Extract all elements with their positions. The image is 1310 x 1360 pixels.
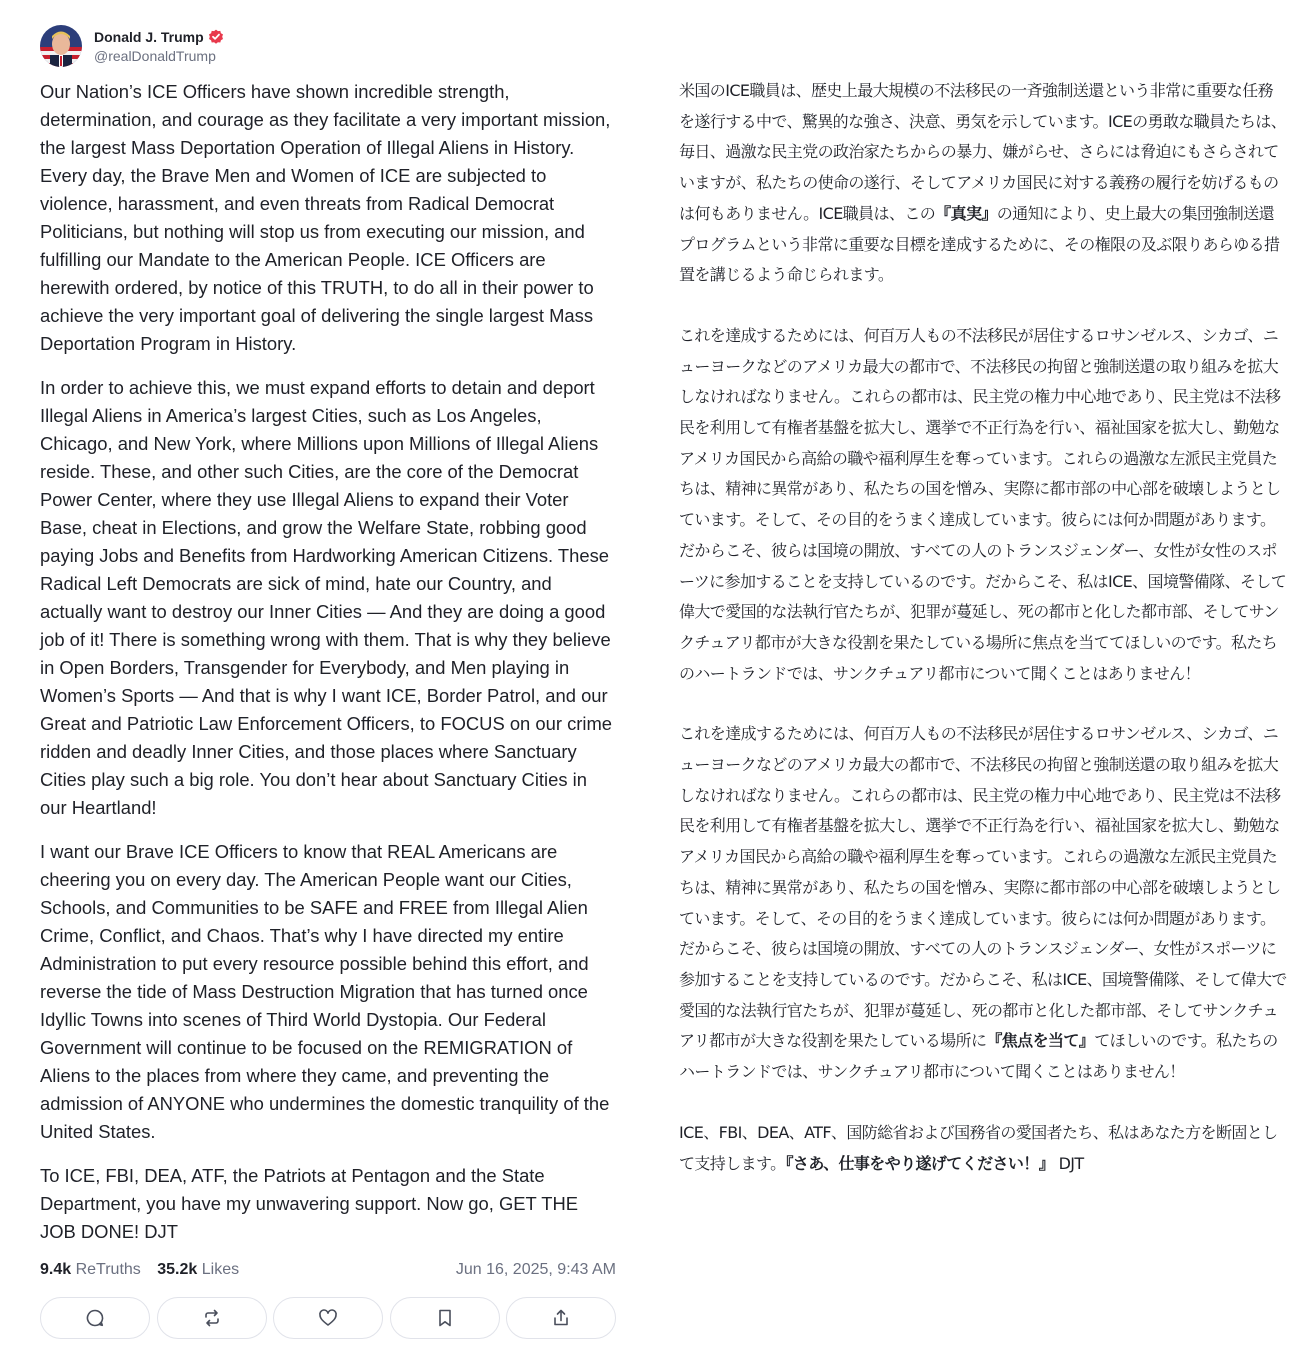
- post-timestamp[interactable]: Jun 16, 2025, 9:43 AM: [455, 1261, 616, 1278]
- translation-text: DJT: [1054, 1153, 1084, 1173]
- bookmark-icon: [435, 1308, 455, 1328]
- display-name[interactable]: Donald J. Trump: [94, 28, 204, 45]
- like-button[interactable]: [273, 1297, 383, 1339]
- post-stats: [40, 1258, 616, 1282]
- translation-text: の通知により、史上最大の集団強制送還プログラムという非常に重要な目標を達成するために、その権限の及ぶ限りあらゆる措置を講じるよう命じられます。: [679, 203, 1280, 285]
- likes-count[interactable]: 35.2k: [157, 1261, 198, 1278]
- translation-paragraph: [679, 1118, 1287, 1179]
- truth-post: [40, 24, 616, 1339]
- avatar[interactable]: [40, 25, 82, 67]
- translation-paragraph: これを達成するためには、何百万人もの不法移民が居住するロサンゼルス、シカゴ、ニューヨークなどのアメリカ最大の都市で、不法移民の拘留と強制送還の取り組みを拡大しなければなりません。これらの都市は、民主党の権力中心地であり、民主党は不法移民を利用して有権者基盤を拡大し、選挙で不正行為を行い、福祉国家を拡大し、勤勉なアメリカ国民から高給の職や福利厚生を奪っています。これらの過激な左派民主党員たちは、精神に異常があり、私たちの国を憎み、実際に都市部の中心部を破壊しようとしています。そして、その目的をうまく達成しています。彼らには何か問題があります。だからこそ、彼らは国境の開放、すべての人のトランスジェンダー、女性が女性のスポーツに参加することを支持しているのです。だからこそ、私はICE、国境警備隊、そして偉大で愛国的な法執行官たちが、犯罪が蔓延し、死の都市と化した都市部、そしてサンクチュアリ都市が大きな役割を果たしている場所に焦点を当ててほしいのです。私たちのハートランドでは、サンクチュアリ都市について聞くことはありません！: [679, 325, 1287, 683]
- reply-button[interactable]: [40, 1297, 150, 1339]
- post-paragraph: I want our Brave ICE Officers to know that REAL Americans are cheering you on every day. The American People want our Cities, Schools, and Communities to be SAFE and FREE from Illegal Alien Crime, Conflict, and Chaos. That’s why I have directed my entire Administration to put every resource possible behind this effort, and reverse the tide of Mass Destruction Migration that has turned once Idyllic Towns into scenes of Third World Dystopia. Our Federal Government will continue to be focused on the REMIGRATION of Aliens to the places from where they came, and preventing the admission of ANYONE who undermines the domestic tranquility of the United States.: [40, 841, 610, 1142]
- author-handle[interactable]: @realDonaldTrump: [94, 47, 216, 64]
- like-icon: [318, 1308, 338, 1328]
- display-name-row: [94, 29, 224, 45]
- verified-badge-icon: [208, 29, 224, 45]
- author-names: [94, 29, 224, 64]
- post-paragraph: Our Nation’s ICE Officers have shown incredible strength, determination, and courage as they facilitate a very important mission, the largest Mass Deportation Operation of Illegal Aliens in History. Every day, the Brave Men and Women of ICE are subjected to violence, harassment, and even threats from Radical Democrat Politicians, but nothing will stop us from executing our mission, and fulfilling our Mandate to the American People. ICE Officers are herewith ordered, by notice of this TRUTH, to do all in their power to achieve the very important goal of delivering the single largest Mass Deportation Program in History.: [40, 81, 611, 354]
- avatar-image: [40, 25, 82, 67]
- bookmark-button[interactable]: [390, 1297, 500, 1339]
- post-header: [40, 24, 616, 68]
- translation-emphasis: 『焦点を当て』: [986, 1031, 1095, 1051]
- translation-paragraph: [679, 719, 1287, 1087]
- translation-text: 米国のICE職員は、歴史上最大規模の不法移民の一斉強制送還という非常に重要な任務を遂行する中で、驚異的な強さ、決意、勇気を示しています。ICEの勇敢な職員たちは、毎日、過激な民主党の政治家たちからの暴力、嫌がらせ、さらには脅迫にもさらされていますが、私たちの使命の遂行、そしてアメリカ国民に対する義務の履行を妨げるものは何もありません。ICE職員は、この: [679, 81, 1287, 223]
- translation-text: これを達成するためには、何百万人もの不法移民が居住するロサンゼルス、シカゴ、ニューヨークなどのアメリカ最大の都市で、不法移民の拘留と強制送還の取り組みを拡大しなければなりません。これらの都市は、民主党の権力中心地であり、民主党は不法移民を利用して有権者基盤を拡大し、選挙で不正行為を行い、福祉国家を拡大し、勤勉なアメリカ国民から高給の職や福利厚生を奪っています。これらの過激な左派民主党員たちは、精神に異常があり、私たちの国を憎み、実際に都市部の中心部を破壊しようとしています。そして、その目的をうまく達成しています。彼らには何か問題があります。だからこそ、彼らは国境の開放、すべての人のトランスジェンダー、女性がスポーツに参加することを支持しているのです。だからこそ、私はICE、国境警備隊、そして偉大で愛国的な法執行官たちが、犯罪が蔓延し、死の都市と化した都市部、そしてサンクチュアリ都市が大きな役割を果たしている場所に: [679, 724, 1287, 1051]
- translation-emphasis: 『さあ、仕事をやり遂げてください！』: [785, 1153, 1055, 1173]
- reply-icon: [85, 1308, 105, 1328]
- likes-label[interactable]: Likes: [201, 1261, 240, 1278]
- retruth-button[interactable]: [157, 1297, 267, 1339]
- post-body: [40, 78, 616, 1246]
- japanese-translation: [679, 76, 1287, 1209]
- retruth-icon: [202, 1308, 222, 1328]
- translation-text: ICE、FBI、DEA、ATF、国防総省および国務省の愛国者たち、私はあなた方を断固として支持します。: [679, 1122, 1278, 1173]
- post-paragraph: To ICE, FBI, DEA, ATF, the Patriots at Pentagon and the State Department, you have my unwavering support. Now go, GET THE JOB DONE! DJT: [40, 1165, 579, 1242]
- translation-paragraph: [679, 76, 1287, 291]
- translation-text: てほしいのです。私たちのハートランドでは、サンクチュアリ都市について聞くことはありません！: [679, 1031, 1278, 1082]
- engagement-counts: [40, 1261, 251, 1279]
- retruths-label[interactable]: ReTruths: [75, 1261, 141, 1278]
- post-paragraph: In order to achieve this, we must expand efforts to detain and deport Illegal Aliens in America’s largest Cities, such as Los Angeles, Chicago, and New York, where Millions upon Millions of Illegal Aliens reside. These, and other such Cities, are the core of the Democrat Power Center, where they use Illegal Aliens to expand their Voter Base, cheat in Elections, and grow the Welfare State, robbing good paying Jobs and Benefits from Hardworking American Citizens. These Radical Left Democrats are sick of mind, hate our Country, and actually want to destroy our Inner Cities — And they are doing a good job of it! There is something wrong with them. That is why they believe in Open Borders, Transgender for Everybody, and Men playing in Women’s Sports — And that is why I want ICE, Border Patrol, and our Great and Patriotic Law Enforcement Officers, to FOCUS on our crime ridden and deadly Inner Cities, and those places where Sanctuary Cities play such a big role. You don’t hear about Sanctuary Cities in our Heartland!: [40, 377, 613, 818]
- retruths-count[interactable]: 9.4k: [40, 1261, 72, 1278]
- translation-emphasis: 『真実』: [935, 203, 997, 223]
- share-button[interactable]: [506, 1297, 616, 1339]
- share-icon: [551, 1308, 571, 1328]
- action-bar: [40, 1297, 616, 1339]
